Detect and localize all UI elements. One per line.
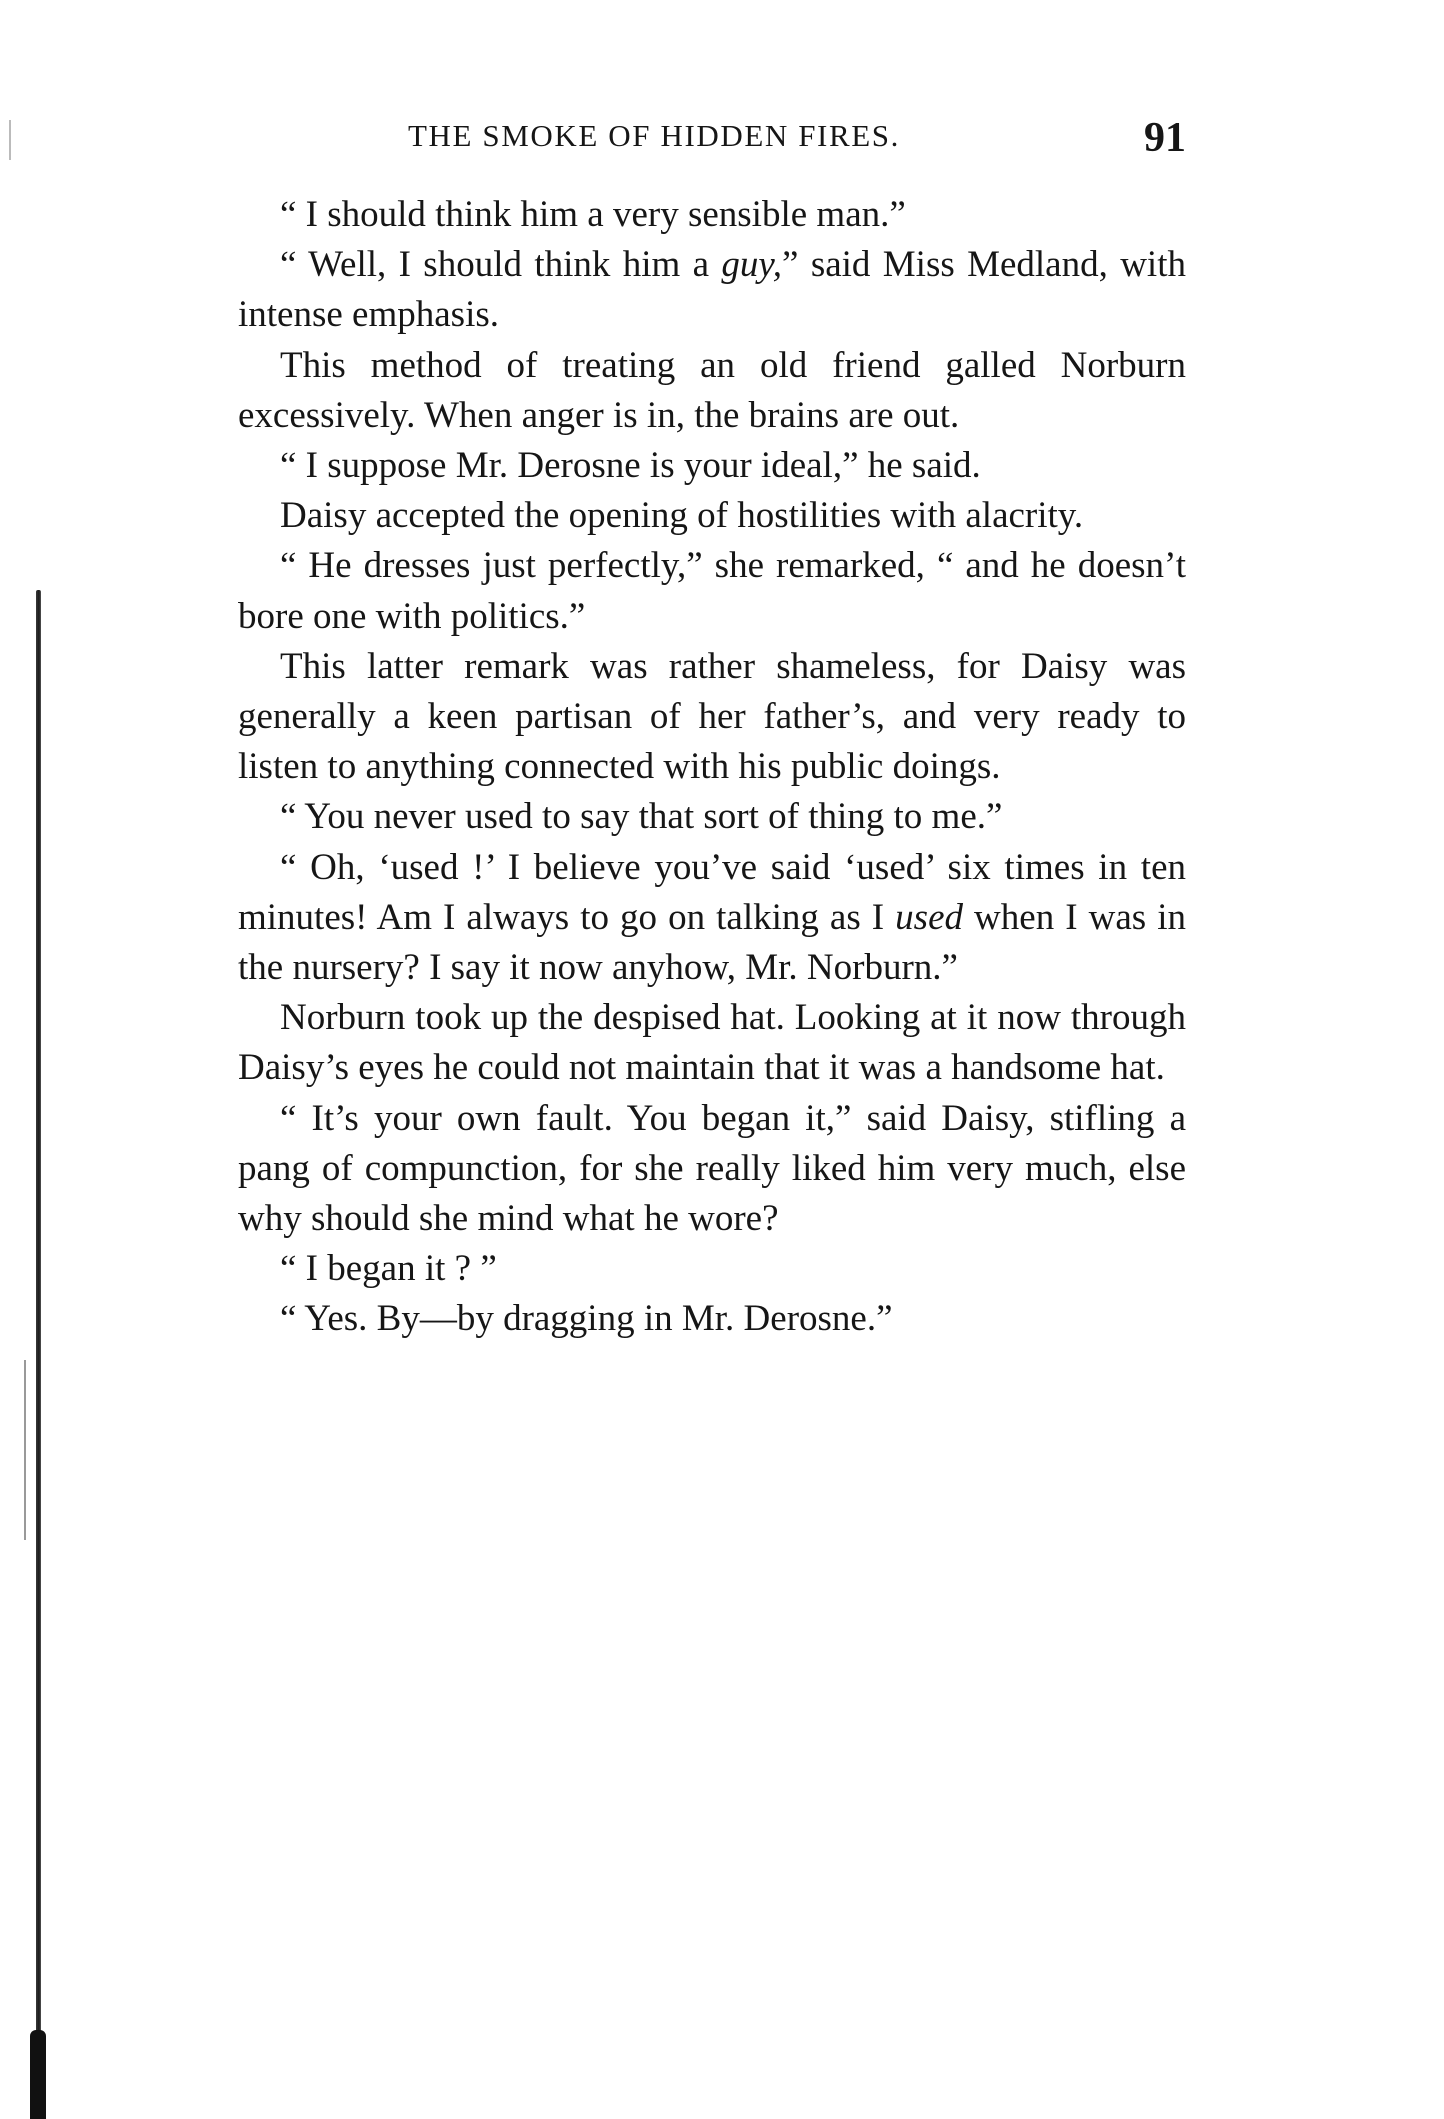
paragraph: “ It’s your own fault. You began it,” said Daisy, stifling a pang of compunction, for she really liked him very much, else why should she mind what he wore? xyxy=(238,1097,1186,1240)
paragraph-text: “ Oh, ‘used !’ I believe you’ve said ‘used’ six times in ten minutes! Am I always to go on talking as I xyxy=(238,846,1186,938)
paragraph: “ Yes. By—by dragging in Mr. Derosne.” xyxy=(280,1298,893,1340)
paragraph: Daisy accepted the opening of hostilities with alacrity. xyxy=(280,495,1084,537)
book-spine-shadow xyxy=(36,590,41,2119)
paragraph: Norburn took up the despised hat. Looking at it now through Daisy’s eyes he could not maintain that it was a handsome hat. xyxy=(238,997,1186,1089)
body-text xyxy=(238,190,1186,1345)
paragraph xyxy=(238,843,1186,994)
running-head: THE SMOKE OF HIDDEN FIRES. xyxy=(408,118,900,153)
paragraph-text: “ Well, I should think him a xyxy=(280,244,722,286)
paragraph: This latter remark was rather shameless, for Daisy was generally a keen partisan of her father’s, and very ready to listen to anything connected with his public doings. xyxy=(238,645,1186,788)
book-spine-foot xyxy=(30,2030,46,2119)
paragraph: “ I should think him a very sensible man.” xyxy=(280,194,906,235)
page-number: 91 xyxy=(1144,115,1186,161)
italic-word: used xyxy=(895,896,963,938)
italic-word: guy, xyxy=(721,244,783,286)
paragraph xyxy=(238,240,1186,340)
page-header xyxy=(238,115,1186,178)
paragraph: “ He dresses just perfectly,” she remarked, “ and he doesn’t bore one with politics.” xyxy=(238,545,1186,637)
paragraph: This method of treating an old friend galled Norburn excessively. When anger is in, the brains are out. xyxy=(238,344,1186,436)
book-spine-line xyxy=(24,1360,26,1540)
paragraph-text: ” said Miss Medland, with intense emphasis. xyxy=(238,244,1186,336)
paragraph: “ You never used to say that sort of thing to me.” xyxy=(280,796,1003,838)
paragraph: “ I began it ? ” xyxy=(280,1248,497,1290)
page-edge-mark xyxy=(9,120,11,160)
paragraph-text: when I was in the nursery? I say it now anyhow, Mr. Norburn.” xyxy=(238,896,1186,989)
paragraph: “ I suppose Mr. Derosne is your ideal,” he said. xyxy=(280,445,981,487)
